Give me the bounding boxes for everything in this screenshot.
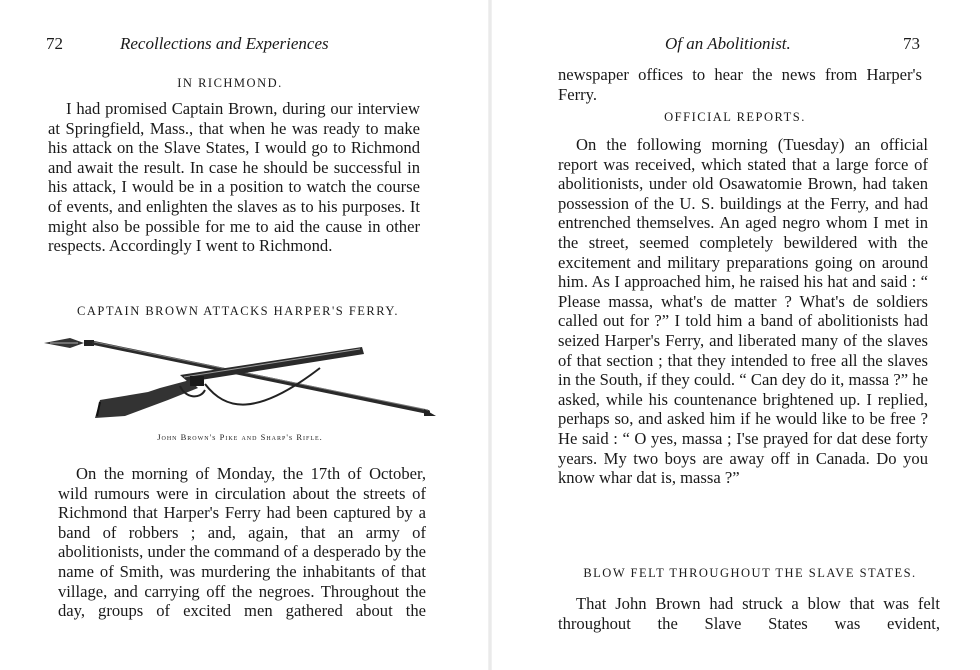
paragraph-blow-felt: That John Brown had struck a blow that was felt throughout the Slave States was evident, [558, 594, 940, 633]
running-header-left: Recollections and Experiences [120, 34, 329, 53]
pike-and-rifle-illustration [40, 330, 440, 430]
paragraph-continuation: newspaper offices to hear the news from Harper's Ferry. [558, 65, 922, 104]
right-page [490, 0, 980, 670]
illustration-caption: John Brown's Pike and Sharp's Rifle. [157, 432, 323, 442]
page-number-left: 72 [46, 34, 63, 53]
paragraph-harpers-ferry: On the morning of Monday, the 17th of October, wild rumours were in circulation about the streets of Richmond that Harper's Ferry had been captured by a band of robbers ; and, again, that an army of abolitionists, under the command of a desperado by the name of Smith, was murdering the inhabitants of that village, and carrying off the negroes. Throughout the day, groups of excited men gathered about the [58, 464, 426, 621]
running-header-right: Of an Abolitionist. [665, 34, 791, 53]
paragraph-official-reports: On the following morning (Tuesday) an official report was received, which stated that a large force of abolitionists, under old Osawatomie Brown, had taken possession of the U. S. buildings at the Ferry, and had entrenched themselves. An aged negro whom I met in the street, seemed completely bewildered with the excitement and military preparations going on around him. As I approached him, he raised his hat and said : “ Please massa, what's de matter ? What's de soldiers called out for ?” I told him a band of abolitionists had seized Harper's Ferry, and liberated many of the slaves of that section ; that they intended to free all the slaves in the South, if they could. “ Can dey do it, massa ?” he asked, while his countenance brightened up. I replied, perhaps so, and asked him if he would like to be free ? He said : “ O yes, massa ; I'se prayed for dat dese forty years. My two boys are away off in Canada. Do you know whar dat is, massa ?” [558, 135, 928, 488]
page-number-right: 73 [903, 34, 920, 53]
section-heading-in-richmond: IN RICHMOND. [177, 76, 283, 90]
section-heading-blow-felt: BLOW FELT THROUGHOUT THE SLAVE STATES. [583, 566, 917, 580]
rifle-image [95, 347, 364, 418]
section-heading-harpers-ferry: CAPTAIN BROWN ATTACKS HARPER'S FERRY. [77, 304, 399, 318]
section-heading-official-reports: OFFICIAL REPORTS. [664, 110, 806, 124]
paragraph-in-richmond: I had promised Captain Brown, during our interview at Springfield, Mass., that when he was ready to make his attack on the Slave States, I would go to Richmond and await the result. In case he should be successful in his attack, I would be in a position to watch the course of events, and enlighten the slaves as to his purposes. It might also be possible for me to aid the cause in other respects. Accordingly I went to Richmond. [48, 99, 420, 256]
